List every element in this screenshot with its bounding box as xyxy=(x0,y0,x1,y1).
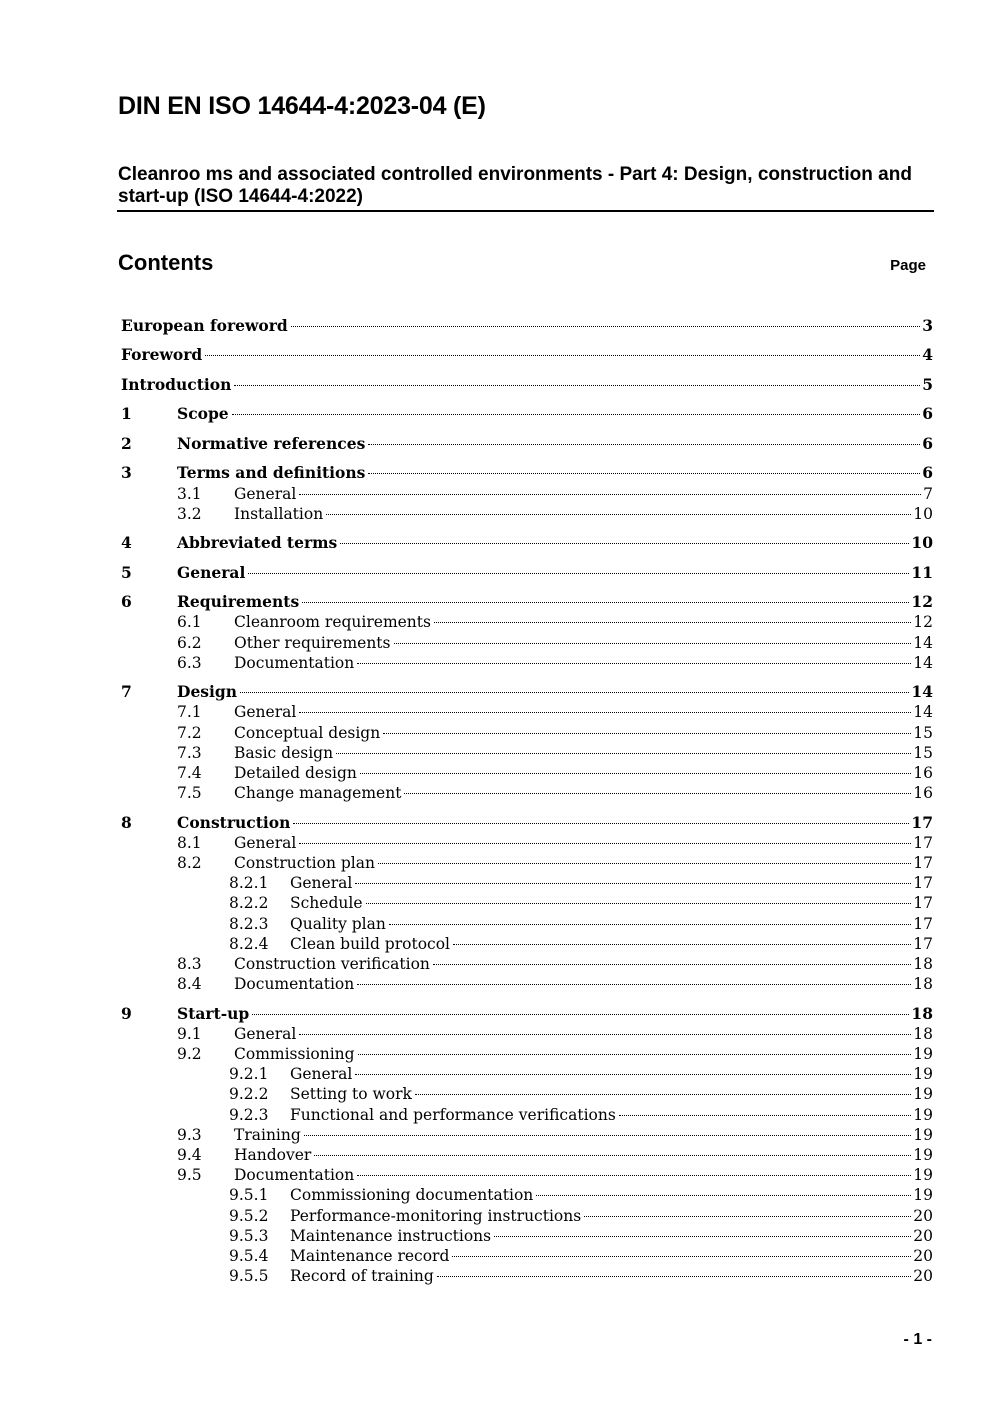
dot-leader xyxy=(389,924,911,925)
toc-entry[interactable] xyxy=(121,653,933,673)
toc-entry-page: 12 xyxy=(913,613,933,632)
toc-entry-line xyxy=(234,1165,933,1185)
toc-entry[interactable] xyxy=(121,612,933,632)
toc-entry-line xyxy=(234,1145,933,1165)
toc-entry-number: 8.2.2 xyxy=(229,894,269,913)
dot-leader xyxy=(357,1175,911,1176)
toc-entry-line xyxy=(234,853,933,873)
toc-entry[interactable] xyxy=(121,853,933,873)
toc-entry-number: 2 xyxy=(121,433,132,453)
toc-entry[interactable] xyxy=(121,873,933,893)
dot-leader xyxy=(415,1094,911,1095)
page-number: - 1 - xyxy=(903,1331,932,1348)
dot-leader xyxy=(357,663,911,664)
toc-entry-number: 8.2.4 xyxy=(229,934,269,953)
toc-entry[interactable] xyxy=(121,633,933,653)
toc-entry-page: 15 xyxy=(913,723,933,742)
dot-leader xyxy=(358,1054,912,1055)
toc-entry-line xyxy=(177,533,933,553)
dot-leader xyxy=(326,514,911,515)
toc-entry-title: Start-up xyxy=(177,1003,250,1023)
toc-entry-page: 15 xyxy=(913,743,933,762)
toc-entry-number: 9.2.2 xyxy=(229,1085,269,1104)
dot-leader xyxy=(357,984,911,985)
toc-entry-title: Performance-monitoring instructions xyxy=(290,1206,582,1225)
toc-entry-number: 7.5 xyxy=(177,784,202,803)
toc-entry-title: Maintenance instructions xyxy=(290,1226,492,1245)
toc-entry-number: 5 xyxy=(121,562,132,582)
toc-entry-page: 10 xyxy=(911,533,933,553)
toc-entry[interactable] xyxy=(121,893,933,913)
toc-entry-line xyxy=(234,1044,933,1064)
toc-entry[interactable] xyxy=(121,723,933,743)
toc-entry-title: Installation xyxy=(234,504,324,523)
dot-leader xyxy=(404,793,911,794)
toc-entry-title: Other requirements xyxy=(234,633,391,652)
toc-entry-line xyxy=(234,504,933,524)
toc-entry[interactable] xyxy=(121,1246,933,1266)
toc-entry-page: 17 xyxy=(911,812,933,832)
toc-entry-page: 17 xyxy=(913,914,933,933)
toc-entry-line xyxy=(290,1084,933,1104)
page-column-label: Page xyxy=(890,257,926,274)
toc-entry-title: General xyxy=(234,484,297,503)
toc-entry-number: 1 xyxy=(121,404,132,424)
toc-entry-title: Training xyxy=(234,1125,301,1144)
dot-leader xyxy=(299,843,911,844)
dot-leader xyxy=(291,326,920,327)
toc-entry-line xyxy=(234,1024,933,1044)
toc-entry[interactable] xyxy=(121,743,933,763)
toc-entry-number: 3 xyxy=(121,463,132,483)
toc-entry-title: Documentation xyxy=(234,975,355,994)
dot-leader xyxy=(232,414,921,415)
toc-entry-number: 3.2 xyxy=(177,504,202,523)
toc-entry-page: 19 xyxy=(913,1146,933,1165)
toc-entry-number: 7.3 xyxy=(177,743,202,762)
dot-leader xyxy=(494,1236,911,1237)
toc-entry-page: 19 xyxy=(913,1045,933,1064)
toc-entry-line xyxy=(290,934,933,954)
toc-entry-number: 9.2.3 xyxy=(229,1105,269,1124)
toc-entry-line xyxy=(234,763,933,783)
dot-leader xyxy=(355,883,911,884)
toc-entry[interactable] xyxy=(121,1105,933,1125)
toc-entry-title: Design xyxy=(177,682,238,702)
toc-entry-number: 8.3 xyxy=(177,955,202,974)
toc-entry[interactable] xyxy=(121,1145,933,1165)
toc-entry[interactable] xyxy=(121,592,933,612)
dot-leader xyxy=(234,385,920,386)
toc-entry-title: Introduction xyxy=(121,374,232,394)
toc-entry-page: 4 xyxy=(922,345,933,365)
toc-entry[interactable] xyxy=(121,484,933,504)
toc-entry[interactable] xyxy=(121,914,933,934)
toc-entry[interactable] xyxy=(121,533,933,553)
toc-entry-title: Construction verification xyxy=(234,955,430,974)
toc-entry-line xyxy=(121,345,933,365)
toc-entry-line xyxy=(234,833,933,853)
dot-leader xyxy=(434,622,911,623)
toc-entry-number: 7.1 xyxy=(177,703,202,722)
toc-entry-title: Requirements xyxy=(177,592,300,612)
toc-entry-title: General xyxy=(234,703,297,722)
toc-entry-page: 19 xyxy=(913,1166,933,1185)
toc-entry-page: 17 xyxy=(913,894,933,913)
dot-leader xyxy=(302,602,909,603)
toc-entry-title: Documentation xyxy=(234,1166,355,1185)
dot-leader xyxy=(368,473,920,474)
toc-entry-title: Detailed design xyxy=(234,764,357,783)
toc-entry-number: 7 xyxy=(121,682,132,702)
toc-entry-line xyxy=(290,1064,933,1084)
toc-entry-title: Commissioning xyxy=(234,1045,355,1064)
toc-entry[interactable] xyxy=(121,1044,933,1064)
toc-entry-title: General xyxy=(177,562,246,582)
toc-entry-line xyxy=(177,592,933,612)
toc-entry[interactable] xyxy=(121,954,933,974)
toc-entry-number: 4 xyxy=(121,533,132,553)
toc-entry-number: 9.1 xyxy=(177,1024,202,1043)
toc-entry[interactable] xyxy=(121,1206,933,1226)
toc-entry-number: 9.2.1 xyxy=(229,1065,269,1084)
toc-entry[interactable] xyxy=(121,1165,933,1185)
toc-entry-line xyxy=(290,1185,933,1205)
dot-leader xyxy=(619,1115,911,1116)
toc-entry-number: 6.2 xyxy=(177,633,202,652)
toc-entry[interactable] xyxy=(121,1064,933,1084)
toc-entry-line xyxy=(290,1105,933,1125)
toc-entry-title: Documentation xyxy=(234,653,355,672)
toc-entry-line xyxy=(177,463,933,483)
toc-entry-number: 9.5.2 xyxy=(229,1206,269,1225)
toc-entry-line xyxy=(177,1004,933,1024)
toc-entry-number: 9.5.1 xyxy=(229,1186,269,1205)
toc-entry-number: 3.1 xyxy=(177,484,202,503)
toc-entry[interactable] xyxy=(121,1004,933,1024)
toc-entry-page: 14 xyxy=(913,703,933,722)
toc-entry-line xyxy=(234,974,933,994)
toc-entry-line xyxy=(290,1206,933,1226)
toc-entry-page: 18 xyxy=(913,955,933,974)
dot-leader xyxy=(394,643,912,644)
dot-leader xyxy=(336,753,911,754)
toc-entry-number: 8 xyxy=(121,812,132,832)
toc-entry[interactable] xyxy=(121,1084,933,1104)
toc-entry[interactable] xyxy=(121,1024,933,1044)
toc-entry-page: 14 xyxy=(913,653,933,672)
toc-entry-line xyxy=(290,914,933,934)
toc-entry-page: 19 xyxy=(913,1085,933,1104)
dot-leader xyxy=(248,573,909,574)
toc-entry[interactable] xyxy=(121,833,933,853)
toc-entry[interactable] xyxy=(121,682,933,702)
toc-entry-line xyxy=(234,783,933,803)
toc-entry-number: 8.4 xyxy=(177,975,202,994)
dot-leader xyxy=(383,733,911,734)
toc-entry-title: Scope xyxy=(177,404,229,424)
toc-entry-line xyxy=(290,1246,933,1266)
toc-entry-title: Abbreviated terms xyxy=(177,533,338,553)
toc-entry-line xyxy=(177,404,933,424)
toc-entry[interactable] xyxy=(121,1266,933,1286)
toc-entry-title: Construction plan xyxy=(234,854,375,873)
toc-entry-line xyxy=(234,954,933,974)
dot-leader xyxy=(355,1074,911,1075)
toc-entry-page: 20 xyxy=(913,1267,933,1286)
toc-entry-line xyxy=(177,563,933,583)
toc-entry-number: 9 xyxy=(121,1003,132,1023)
toc-entry-title: General xyxy=(290,1065,353,1084)
toc-entry-title: Conceptual design xyxy=(234,723,381,742)
toc-entry-page: 19 xyxy=(913,1186,933,1205)
toc-entry-number: 8.2.1 xyxy=(229,874,269,893)
toc-entry[interactable] xyxy=(121,504,933,524)
toc-entry-number: 9.5.3 xyxy=(229,1226,269,1245)
toc-entry-page: 20 xyxy=(913,1226,933,1245)
toc-entry-line xyxy=(290,1226,933,1246)
dot-leader xyxy=(314,1155,911,1156)
toc-entry-title: Commissioning documentation xyxy=(290,1186,534,1205)
toc-entry[interactable] xyxy=(121,1226,933,1246)
toc-entry-page: 19 xyxy=(913,1105,933,1124)
dot-leader xyxy=(340,543,909,544)
dot-leader xyxy=(366,903,912,904)
toc-entry-page: 6 xyxy=(922,433,933,453)
toc-entry-page: 17 xyxy=(913,874,933,893)
toc-entry-line xyxy=(177,434,933,454)
toc-entry-number: 9.5 xyxy=(177,1166,202,1185)
toc-entry-page: 5 xyxy=(922,374,933,394)
toc-entry[interactable] xyxy=(121,1125,933,1145)
toc-entry-page: 20 xyxy=(913,1246,933,1265)
dot-leader xyxy=(293,823,909,824)
toc-entry-title: Cleanroom requirements xyxy=(234,613,431,632)
dot-leader xyxy=(368,444,920,445)
toc-entry-page: 19 xyxy=(913,1125,933,1144)
dot-leader xyxy=(433,964,911,965)
dot-leader xyxy=(299,494,921,495)
toc-entry[interactable] xyxy=(121,375,933,395)
toc-entry-page: 17 xyxy=(913,934,933,953)
toc-entry-page: 6 xyxy=(922,404,933,424)
toc-entry-line xyxy=(234,633,933,653)
dot-leader xyxy=(584,1216,911,1217)
toc-entry-title: Construction xyxy=(177,812,291,832)
dot-leader xyxy=(205,355,920,356)
dot-leader xyxy=(299,712,911,713)
table-of-contents xyxy=(121,316,933,1286)
toc-entry-title: European foreword xyxy=(121,316,288,335)
toc-entry-page: 10 xyxy=(913,504,933,523)
toc-entry-number: 9.2 xyxy=(177,1045,202,1064)
dot-leader xyxy=(304,1135,911,1136)
toc-entry-title: Terms and definitions xyxy=(177,463,366,483)
toc-entry-line xyxy=(234,653,933,673)
toc-entry-page: 6 xyxy=(922,463,933,483)
dot-leader xyxy=(299,1034,911,1035)
toc-entry-title: Foreword xyxy=(121,345,203,365)
toc-entry[interactable] xyxy=(121,934,933,954)
title-divider xyxy=(117,210,934,212)
toc-entry-line xyxy=(234,702,933,722)
toc-entry-page: 7 xyxy=(923,484,933,503)
toc-entry-line xyxy=(177,813,933,833)
toc-entry[interactable] xyxy=(121,974,933,994)
dot-leader xyxy=(252,1014,909,1015)
dot-leader xyxy=(378,863,911,864)
toc-entry[interactable] xyxy=(121,1185,933,1205)
toc-entry-line xyxy=(234,1125,933,1145)
toc-entry-title: General xyxy=(234,1024,297,1043)
toc-entry-page: 14 xyxy=(911,682,933,702)
toc-entry-page: 17 xyxy=(913,854,933,873)
dot-leader xyxy=(240,692,909,693)
toc-entry-page: 18 xyxy=(913,975,933,994)
dot-leader xyxy=(536,1195,911,1196)
toc-entry[interactable] xyxy=(121,463,933,483)
toc-entry-number: 9.5.4 xyxy=(229,1246,269,1265)
toc-entry-title: Record of training xyxy=(290,1267,434,1286)
toc-entry-title: Quality plan xyxy=(290,914,386,933)
toc-entry-title: Clean build protocol xyxy=(290,934,451,953)
toc-entry-title: Normative references xyxy=(177,433,366,453)
toc-entry-title: Basic design xyxy=(234,743,334,762)
contents-heading: Contents xyxy=(118,250,214,275)
toc-entry-title: Handover xyxy=(234,1146,312,1165)
toc-entry-title: General xyxy=(234,833,297,852)
toc-entry-title: Setting to work xyxy=(290,1085,412,1104)
toc-entry-page: 3 xyxy=(922,316,933,335)
toc-entry-page: 18 xyxy=(911,1003,933,1023)
toc-entry-number: 6.3 xyxy=(177,653,202,672)
toc-entry[interactable] xyxy=(121,345,933,365)
dot-leader xyxy=(360,773,911,774)
toc-entry[interactable] xyxy=(121,783,933,803)
toc-entry[interactable] xyxy=(121,316,933,336)
toc-entry[interactable] xyxy=(121,434,933,454)
document-title: DIN EN ISO 14644-4:2023-04 (E) xyxy=(118,92,486,120)
toc-entry[interactable] xyxy=(121,702,933,722)
toc-entry-line xyxy=(290,893,933,913)
toc-entry-line xyxy=(234,743,933,763)
toc-entry-page: 20 xyxy=(913,1206,933,1225)
toc-entry-number: 9.5.5 xyxy=(229,1267,269,1286)
toc-entry-line xyxy=(234,484,933,504)
toc-entry-page: 16 xyxy=(913,764,933,783)
toc-entry-number: 8.1 xyxy=(177,833,202,852)
toc-entry[interactable] xyxy=(121,813,933,833)
toc-entry-line xyxy=(177,682,933,702)
toc-entry-number: 8.2.3 xyxy=(229,914,269,933)
toc-entry-line xyxy=(234,723,933,743)
dot-leader xyxy=(437,1276,911,1277)
toc-entry-page: 17 xyxy=(913,833,933,852)
toc-entry-line xyxy=(121,375,933,395)
toc-entry-number: 8.2 xyxy=(177,854,202,873)
toc-entry-page: 14 xyxy=(913,633,933,652)
toc-entry-number: 7.4 xyxy=(177,764,202,783)
toc-entry[interactable] xyxy=(121,763,933,783)
toc-entry[interactable] xyxy=(121,563,933,583)
toc-entry-number: 9.4 xyxy=(177,1146,202,1165)
toc-entry-page: 18 xyxy=(913,1024,933,1043)
toc-entry-number: 6.1 xyxy=(177,613,202,632)
dot-leader xyxy=(452,1256,911,1257)
toc-entry-title: Maintenance record xyxy=(290,1246,450,1265)
toc-entry-title: General xyxy=(290,874,353,893)
toc-entry-line xyxy=(121,316,933,336)
toc-entry-page: 16 xyxy=(913,784,933,803)
toc-entry-title: Functional and performance verifications xyxy=(290,1105,616,1124)
toc-entry-title: Schedule xyxy=(290,894,363,913)
toc-entry-number: 6 xyxy=(121,592,132,612)
dot-leader xyxy=(453,944,911,945)
toc-entry-line xyxy=(290,873,933,893)
toc-entry-page: 19 xyxy=(913,1065,933,1084)
toc-entry-page: 11 xyxy=(911,562,933,582)
toc-entry-title: Change management xyxy=(234,784,402,803)
document-subtitle: Cleanroo ms and associated controlled environments - Part 4: Design, construction and start-up (ISO 14644-4:2022) xyxy=(118,164,912,207)
toc-entry[interactable] xyxy=(121,404,933,424)
toc-entry-number: 7.2 xyxy=(177,723,202,742)
toc-entry-page: 12 xyxy=(911,592,933,612)
toc-entry-line xyxy=(234,612,933,632)
toc-entry-number: 9.3 xyxy=(177,1125,202,1144)
toc-entry-line xyxy=(290,1266,933,1286)
